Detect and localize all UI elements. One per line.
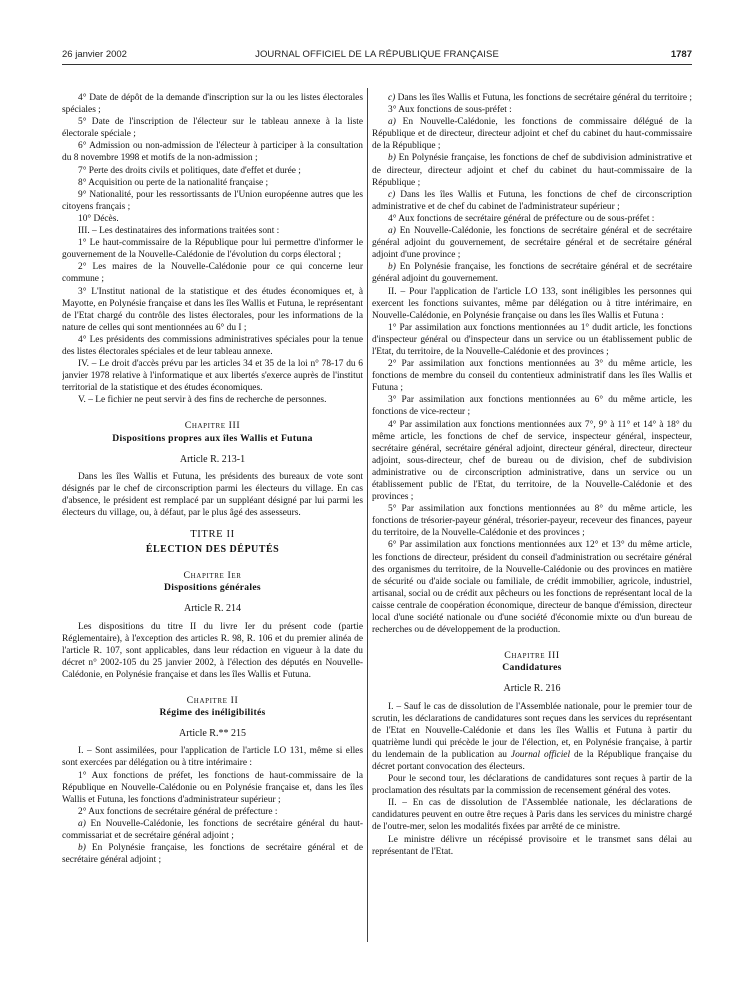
section-title: Dispositions générales	[164, 582, 261, 594]
paragraph: 4° Les présidents des commissions administratives spéciales pour la tenue des listes électorales spéciales et de leur tableau annexe.	[62, 334, 363, 357]
section-title: Régime des inéligibilités	[159, 707, 266, 719]
left-column	[62, 92, 363, 866]
paragraph: 3° L'Institut national de la statistique et des études économiques et, à Mayotte, en Polynésie française et dans les îles Wallis et Futuna, le représentant de l'Etat chargé du contrôle des listes électorales, pour les informations de la nature de celles qui sont mentionnées au 6° du I ;	[62, 286, 363, 333]
title-subheading: ÉLECTION DES DÉPUTÉS	[145, 544, 280, 556]
paragraph: 2° Par assimilation aux fonctions mentionnées au 3° du même article, les fonctions de membre du conseil du contentieux administratif dans les îles Wallis et Futuna ;	[372, 359, 692, 394]
section-title: Dispositions propres aux îles Wallis et Futuna	[112, 432, 313, 444]
paragraph: 2° Aux fonctions de secrétaire général de préfecture :	[78, 806, 278, 817]
header-date: 26 janvier 2002	[62, 49, 127, 60]
list-paragraph	[372, 225, 692, 261]
paragraph: 6° Admission ou non-admission de l'électeur à participer à la consultation du 8 novembre 1998 et motifs de la non-admission ;	[62, 141, 363, 164]
list-paragraph	[372, 116, 692, 152]
item-label: b)	[388, 262, 396, 273]
journal-reference: Journal officiel	[510, 749, 571, 760]
paragraph: 4° Aux fonctions de secrétaire général de préfecture ou de sous-préfet :	[388, 213, 655, 224]
list-paragraph	[372, 189, 692, 213]
item-text: En Nouvelle-Calédonie, les fonctions de secrétaire général du haut-commissariat et de secrétaire général adjoint ;	[62, 818, 363, 841]
paragraph: 8° Acquisition ou perte de la nationalité française ;	[78, 177, 269, 188]
article-heading: Article R.** 215	[179, 728, 246, 740]
paragraph: II. – Pour l'application de l'article LO 133, sont inéligibles les personnes qui exercent les fonctions suivantes, même par délégation ou à titre intérimaire, en Nouvelle-Calédonie, en Polynésie française ou dans les îles Wallis et Futuna :	[372, 286, 692, 321]
paragraph: Les dispositions du titre II du livre Ier du présent code (partie Réglementaire), à l'exception des articles R. 98, R. 106 et du premier alinéa de l'article R. 107, sont applicables, dans leur rédaction en vigueur à la date du décret n° 2002-105 du 25 janvier 2002, à l'élection des députés en Nouvelle-Calédonie, en Polynésie française et dans les îles Wallis et Futuna.	[62, 621, 363, 680]
paragraph: III. – Les destinataires des informations traitées sont :	[78, 226, 280, 237]
chapter-heading: Chapitre III	[184, 420, 241, 432]
item-text: En Nouvelle-Calédonie, les fonctions de secrétaire général et de secrétaire général adjoint du gouvernement, de secrétaire général et de secrétaire général adjoint d'une province ;	[372, 226, 692, 261]
paragraph: 5° Par assimilation aux fonctions mentionnées au 8° du même article, les fonctions de trésorier-payeur général, trésorier-payeur, receveur des finances, payeur du territoire, de la Nouvelle-Calédonie et des provinces ;	[372, 504, 692, 539]
chapter-heading: Chapitre II	[186, 695, 239, 707]
header-page-number: 1787	[670, 49, 692, 60]
paragraph: 7° Perte des droits civils et politiques, date d'effet et durée ;	[78, 165, 301, 176]
paragraph: 6° Par assimilation aux fonctions mentionnées aux 12° et 13° du même article, les fonctions de directeur, président du conseil d'administration ou secrétaire général des organismes du territoire, de la Nouvelle-Calédonie ou des provinces en matière de sécurité ou d'aide sociale ou familiale, de crédit immobilier, agricole, industriel, artisanal, social ou de crédit aux pêcheurs ou les fonctions de représentant local de la caisse centrale de coopération économique, directeur de banque d'émission, directeur local d'une société nationale ou d'une société d'économie mixte ou d'un bureau de recherches ou de développement de la production.	[372, 540, 692, 636]
list-paragraph	[372, 261, 692, 285]
paragraph	[372, 701, 692, 774]
item-label: a)	[388, 117, 396, 128]
paragraph-text: de la République française du décret portant convocation des électeurs.	[372, 749, 692, 772]
item-text: En Polynésie française, les fonctions de chef de subdivision administrative et de directeur, directeur adjoint et chef du cabinet du haut-commissaire de la République ;	[372, 153, 692, 188]
list-paragraph	[62, 818, 363, 842]
paragraph: 2° Les maires de la Nouvelle-Calédonie pour ce qui concerne leur commune ;	[62, 262, 363, 285]
section-title: Candidatures	[502, 662, 562, 674]
paragraph: 5° Date de l'inscription de l'électeur sur le tableau annexe à la liste électorale spéciale ;	[62, 117, 363, 140]
item-text: Dans les îles Wallis et Futuna, les fonctions de secrétaire général du territoire ;	[395, 93, 692, 103]
paragraph: IV. – Le droit d'accès prévu par les articles 34 et 35 de la loi n° 78-17 du 6 janvier 1978 relative à l'informatique et aux libertés s'exerce auprès de l'institut territorial de la statistique et des études économiques.	[62, 359, 363, 394]
paragraph: V. – Le fichier ne peut servir à des fins de recherche de personnes.	[78, 395, 327, 406]
paragraph: 4° Par assimilation aux fonctions mentionnées aux 7°, 9° à 11° et 14° à 18° du même article, les fonctions de chef de service, inspecteur général, inspecteur, secrétaire général, secrétaire général adjoint, directeur général, directeur, directeur adjoint, sous-directeur, chef de bureau ou de division, chef de subdivision administrative ou de circonscription administrative, dans un service ou un établissement public de l'Etat, du territoire, de la Nouvelle-Calédonie et des provinces ;	[372, 419, 692, 503]
item-label: c)	[388, 189, 396, 200]
item-text: Dans les îles Wallis et Futuna, les fonctions de chef de circonscription administrative et de chef du cabinet de l'administrateur supérieur ;	[372, 189, 692, 212]
article-heading: Article R. 216	[503, 683, 561, 695]
article-heading: Article R. 213-1	[179, 453, 246, 465]
item-label: c)	[388, 93, 396, 103]
paragraph: 9° Nationalité, pour les ressortissants de l'Union européenne autres que les citoyens français ;	[62, 189, 363, 212]
paragraph: Le ministre délivre un récépissé provisoire et le transmet sans délai au représentant de l'Etat.	[372, 834, 692, 857]
item-label: a)	[388, 226, 396, 237]
list-paragraph	[372, 152, 692, 188]
item-text: En Polynésie française, les fonctions de secrétaire général et de secrétaire général adjoint ;	[62, 843, 363, 866]
paragraph: 1° Le haut-commissaire de la République pour lui permettre d'informer le gouvernement de la Nouvelle-Calédonie de l'évolution du corps électoral ;	[62, 238, 363, 261]
paragraph: 1° Aux fonctions de préfet, les fonctions de haut-commissaire de la République en Nouvelle-Calédonie ou en Polynésie française et, dans les îles Wallis et Futuna, les fonctions d'administrateur supérieur ;	[62, 770, 363, 805]
chapter-heading: Chapitre Ier	[183, 570, 242, 582]
item-label: b)	[78, 843, 86, 854]
paragraph: 10° Décès.	[78, 213, 119, 224]
page-header	[62, 49, 692, 63]
paragraph-text: I. – Sauf le cas de dissolution de l'Assemblée nationale, pour le premier tour de scrutin, les déclarations de candidatures sont reçues dans les services du représentant de l'Etat en Nouvelle-Calédonie et dans les îles Wallis et Futuna à partir du quatrième lundi qui précède le jour de l'élection, et, en Polynésie française, à partir du lendemain de la publication au	[372, 701, 692, 760]
title-heading: TITRE II	[190, 529, 235, 541]
paragraph: 4° Date de dépôt de la demande d'inscription sur la ou les listes électorales spéciales ;	[62, 93, 363, 116]
item-label: a)	[78, 818, 86, 829]
paragraph: 3° Par assimilation aux fonctions mentionnées au 6° du même article, les fonctions de vice-recteur ;	[372, 395, 692, 418]
header-rule	[62, 64, 692, 65]
paragraph: 1° Par assimilation aux fonctions mentionnées au 1° dudit article, les fonctions d'inspecteur général ou d'inspecteur dans un service ou un établissement public de l'Etat, du territoire, de la Nouvelle-Calédonie et des provinces ;	[372, 322, 692, 357]
column-divider	[367, 88, 368, 942]
chapter-heading: Chapitre III	[504, 650, 560, 662]
list-paragraph	[372, 92, 692, 104]
item-text: En Nouvelle-Calédonie, les fonctions de commissaire délégué de la République et de directeur, directeur adjoint et chef du cabinet du haut-commissaire de la République ;	[372, 117, 692, 152]
paragraph: Pour le second tour, les déclarations de candidatures sont reçues à partir de la proclamation des résultats par la commission de recensement général des votes.	[372, 774, 692, 797]
paragraph: Dans les îles Wallis et Futuna, les présidents des bureaux de vote sont désignés par le chef de circonscription parmi les électeurs du village. En cas d'absence, le président est remplacé par un suppléant désigné par lui parmi les électeurs du village, ou, à défaut, par le plus âgé des assesseurs.	[62, 471, 363, 518]
paragraph: II. – En cas de dissolution de l'Assemblée nationale, les déclarations de candidatures peuvent en outre être reçues à Paris dans les services du ministre chargé de l'outre-mer, selon les modalités fixées par arrêté de ce ministre.	[372, 798, 692, 833]
list-paragraph	[62, 842, 363, 866]
article-heading: Article R. 214	[184, 603, 241, 615]
right-column	[372, 92, 692, 858]
paragraph: I. – Sont assimilées, pour l'application de l'article LO 131, même si elles sont exercées par délégation ou à titre intérimaire :	[62, 746, 363, 769]
paragraph: 3° Aux fonctions de sous-préfet :	[388, 105, 512, 116]
item-text: En Polynésie française, les fonctions de secrétaire général et de secrétaire général adjoint du gouvernement.	[372, 262, 692, 285]
header-journal-title: JOURNAL OFFICIEL DE LA RÉPUBLIQUE FRANÇAISE	[255, 49, 499, 60]
item-label: b)	[388, 153, 396, 164]
